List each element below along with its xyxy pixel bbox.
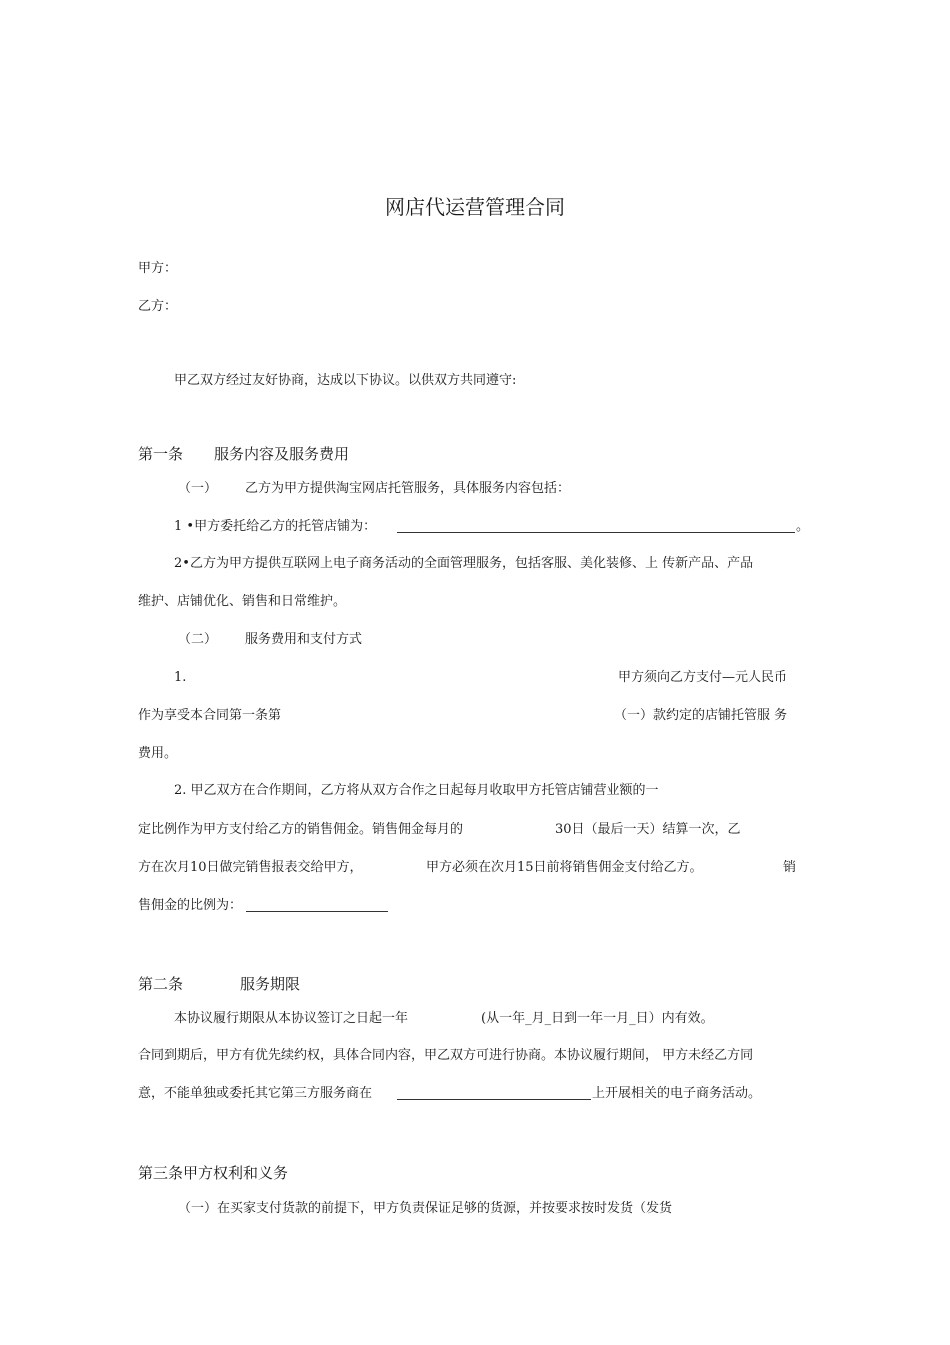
article1-sec1-number: （一） <box>178 481 218 496</box>
article1-heading: 服务内容及服务费用 <box>214 445 350 463</box>
fee2-line4: 售佣金的比例为： <box>138 898 243 913</box>
party-b-label: 乙方： <box>138 299 178 314</box>
fee2-line3-c: 销 <box>783 860 797 875</box>
third-party-platform-blank <box>397 1087 591 1100</box>
article2-line2: 合同到期后，甲方有优先续约权，具体合同内容，甲乙双方可进行协商。本协议履行期间， 甲方未经乙方同 <box>138 1048 754 1063</box>
fee2-line2-left: 定比例作为甲方支付给乙方的销售佣金。销售佣金每月的 <box>138 822 464 837</box>
fee1-line2-right: （一）款约定的店铺托管服 务 <box>614 708 788 723</box>
article2-line3-left: 意，不能单独或委托其它第三方服务商在 <box>138 1086 373 1101</box>
fee2-line1: 2. 甲乙双方在合作期间，乙方将从双方合作之日起每月收取甲方托管店铺营业额的一 <box>174 783 659 798</box>
fee1-line2-left: 作为享受本合同第一条第 <box>138 708 282 723</box>
fee2-line2-right: 30日（最后一天）结算一次，乙 <box>555 822 741 837</box>
article3-line1: （一）在买家支付货款的前提下，甲方负责保证足够的货源，并按要求按时发货（发货 <box>178 1201 673 1216</box>
fee1-number: 1. <box>174 670 187 685</box>
article2-line1-right: (从一年_月_日到一年一月_日）内有效。 <box>481 1011 714 1026</box>
intro-text: 甲乙双方经过友好协商，达成以下协议。以供双方共同遵守: <box>174 373 517 388</box>
article2-number: 第二条 <box>138 975 184 993</box>
fee2-line3-a: 方在次月10日做完销售报表交给甲方， <box>138 860 363 875</box>
store-name-blank <box>397 520 795 533</box>
article1-sec2-text: 服务费用和支付方式 <box>245 632 363 647</box>
article1-item1-end: 。 <box>796 519 810 534</box>
fee1-right-text: 甲方须向乙方支付—元人民币 <box>618 670 788 685</box>
page-title: 网店代运营管理合同 <box>385 195 565 219</box>
fee1-line3: 费用。 <box>138 746 178 761</box>
article3-heading: 第三条甲方权利和义务 <box>138 1164 289 1182</box>
fee2-line3-b: 甲方必须在次月15日前将销售佣金支付给乙方。 <box>426 860 703 875</box>
article1-item1-text: 1 •甲方委托给乙方的托管店铺为： <box>174 519 377 534</box>
article1-number: 第一条 <box>138 445 184 463</box>
article2-line1-left: 本协议履行期限从本协议签订之日起一年 <box>174 1011 409 1026</box>
article1-item2-line1: 2•乙方为甲方提供互联网上电子商务活动的全面管理服务，包括客服、美化装修、上 传新产品、产品 <box>174 556 754 571</box>
party-a-label: 甲方： <box>138 261 178 276</box>
article2-line3-right: 上开展相关的电子商务活动。 <box>592 1086 762 1101</box>
article1-sec2-number: （二） <box>178 632 218 647</box>
article1-item2-line2: 维护、店铺优化、销售和日常维护。 <box>138 594 347 609</box>
article1-sec1-text: 乙方为甲方提供淘宝网店托管服务，具体服务内容包括： <box>245 481 571 496</box>
article2-heading: 服务期限 <box>240 975 301 993</box>
commission-ratio-blank <box>246 899 388 912</box>
